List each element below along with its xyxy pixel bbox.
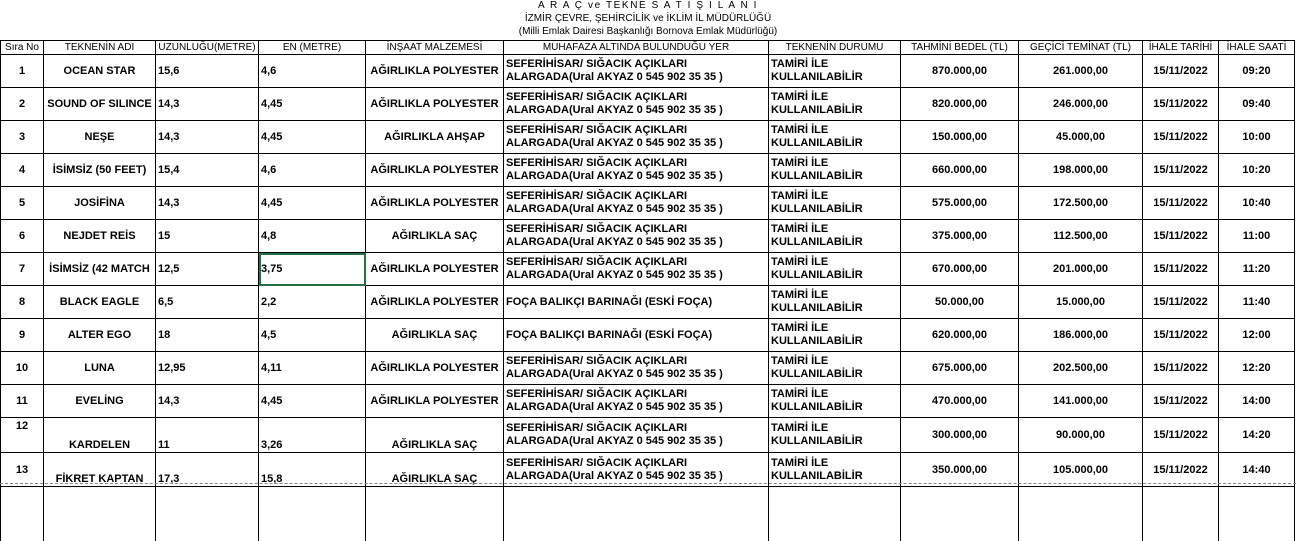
location-cell[interactable]: SEFERİHİSAR/ SIĞACIK AÇIKLARI ALARGADA(Ural AKYAZ 0 545 902 35 35 ) [504,121,769,154]
column-header[interactable]: UZUNLUĞU(METRE) [156,41,259,55]
row-number[interactable]: 1 [1,55,44,88]
width-cell[interactable]: 3,26 [259,418,366,453]
boat-name[interactable]: NEŞE [44,121,156,154]
empty-row [1,487,1295,541]
row-number[interactable]: 12 [1,418,44,453]
empty-cell[interactable] [156,487,259,541]
status-cell[interactable]: TAMİRİ İLE KULLANILABİLİR [769,55,901,88]
table-row [1,121,1295,154]
status-cell[interactable]: TAMİRİ İLE KULLANILABİLİR [769,154,901,187]
length-cell[interactable]: 14,3 [156,187,259,220]
location-cell[interactable]: FOÇA BALIKÇI BARINAĞI (ESKİ FOÇA) [504,319,769,352]
width-cell[interactable]: 4,8 [259,220,366,253]
price-cell[interactable]: 470.000,00 [901,385,1019,418]
length-cell[interactable]: 14,3 [156,121,259,154]
price-cell[interactable]: 660.000,00 [901,154,1019,187]
width-cell[interactable]: 4,45 [259,187,366,220]
deposit-cell[interactable]: 261.000,00 [1019,55,1143,88]
row-number[interactable]: 10 [1,352,44,385]
deposit-cell[interactable]: 186.000,00 [1019,319,1143,352]
empty-cell[interactable] [259,487,366,541]
time-cell[interactable]: 11:40 [1219,286,1295,319]
status-cell[interactable]: TAMİRİ İLE KULLANILABİLİR [769,286,901,319]
material-cell[interactable]: AĞIRLIKLA POLYESTER [366,55,504,88]
material-cell[interactable]: AĞIRLIKLA POLYESTER [366,187,504,220]
table-row [1,220,1295,253]
row-number[interactable]: 2 [1,88,44,121]
boat-name[interactable]: BLACK EAGLE [44,286,156,319]
status-cell[interactable]: TAMİRİ İLE KULLANILABİLİR [769,88,901,121]
price-cell[interactable]: 575.000,00 [901,187,1019,220]
material-cell[interactable]: AĞIRLIKLA SAÇ [366,220,504,253]
date-cell[interactable]: 15/11/2022 [1143,121,1219,154]
width-cell[interactable]: 4,45 [259,121,366,154]
column-header[interactable]: GEÇİCİ TEMİNAT (TL) [1019,41,1143,55]
empty-cell[interactable] [1019,487,1143,541]
date-cell[interactable]: 15/11/2022 [1143,55,1219,88]
deposit-cell[interactable]: 198.000,00 [1019,154,1143,187]
boat-name[interactable]: KARDELEN [44,418,156,453]
time-cell[interactable]: 09:20 [1219,55,1295,88]
length-cell[interactable]: 14,3 [156,385,259,418]
status-cell[interactable]: TAMİRİ İLE KULLANILABİLİR [769,253,901,286]
deposit-cell[interactable]: 15.000,00 [1019,286,1143,319]
row-number[interactable]: 5 [1,187,44,220]
boat-name[interactable]: İSİMSİZ (50 FEET) [44,154,156,187]
time-cell[interactable]: 11:20 [1219,253,1295,286]
price-cell[interactable]: 300.000,00 [901,418,1019,453]
deposit-cell[interactable]: 112.500,00 [1019,220,1143,253]
width-cell[interactable]: 15,8 [259,453,366,487]
boat-name[interactable]: LUNA [44,352,156,385]
date-cell[interactable]: 15/11/2022 [1143,88,1219,121]
width-cell[interactable]: 3,75 [259,253,366,286]
length-cell[interactable]: 15,4 [156,154,259,187]
price-cell[interactable]: 375.000,00 [901,220,1019,253]
location-cell[interactable]: SEFERİHİSAR/ SIĞACIK AÇIKLARI ALARGADA(Ural AKYAZ 0 545 902 35 35 ) [504,88,769,121]
row-number[interactable]: 13 [1,453,44,487]
length-cell[interactable]: 17,3 [156,453,259,487]
table-row [1,286,1295,319]
material-cell[interactable]: AĞIRLIKLA POLYESTER [366,286,504,319]
column-header[interactable]: MUHAFAZA ALTINDA BULUNDUĞU YER [504,41,769,55]
empty-cell[interactable] [366,487,504,541]
header-row [1,41,1295,55]
status-cell[interactable]: TAMİRİ İLE KULLANILABİLİR [769,121,901,154]
time-cell[interactable]: 10:40 [1219,187,1295,220]
length-cell[interactable]: 12,95 [156,352,259,385]
boat-name[interactable]: EVELİNG [44,385,156,418]
deposit-cell[interactable]: 45.000,00 [1019,121,1143,154]
length-cell[interactable]: 15,6 [156,55,259,88]
boat-sale-table [0,40,1295,541]
material-cell[interactable]: AĞIRLIKLA SAÇ [366,418,504,453]
column-header[interactable]: EN (METRE) [259,41,366,55]
title-line-3: (Milli Emlak Dairesi Başkanlığı Bornova Emlak Müdürlüğü) [0,26,1296,38]
date-cell[interactable]: 15/11/2022 [1143,286,1219,319]
length-cell[interactable]: 14,3 [156,88,259,121]
status-cell[interactable]: TAMİRİ İLE KULLANILABİLİR [769,187,901,220]
column-header[interactable]: Sıra No [1,41,44,55]
location-cell[interactable]: FOÇA BALIKÇI BARINAĞI (ESKİ FOÇA) [504,286,769,319]
empty-cell[interactable] [504,487,769,541]
time-cell[interactable]: 14:20 [1219,418,1295,453]
width-cell[interactable]: 4,45 [259,88,366,121]
price-cell[interactable]: 150.000,00 [901,121,1019,154]
price-cell[interactable]: 670.000,00 [901,253,1019,286]
row-number[interactable]: 3 [1,121,44,154]
row-number[interactable]: 8 [1,286,44,319]
table-row [1,319,1295,352]
date-cell[interactable]: 15/11/2022 [1143,453,1219,487]
column-header[interactable]: İHALE SAATİ [1219,41,1295,55]
width-cell[interactable]: 4,6 [259,154,366,187]
price-cell[interactable]: 675.000,00 [901,352,1019,385]
column-header[interactable]: TAHMİNİ BEDEL (TL) [901,41,1019,55]
column-header[interactable]: İHALE TARİHİ [1143,41,1219,55]
deposit-cell[interactable]: 90.000,00 [1019,418,1143,453]
boat-name[interactable]: OCEAN STAR [44,55,156,88]
price-cell[interactable]: 50.000,00 [901,286,1019,319]
empty-cell[interactable] [1,487,44,541]
row-number[interactable]: 4 [1,154,44,187]
date-cell[interactable]: 15/11/2022 [1143,154,1219,187]
price-cell[interactable]: 350.000,00 [901,453,1019,487]
time-cell[interactable]: 09:40 [1219,88,1295,121]
title-line-2: İZMİR ÇEVRE, ŞEHİRCİLİK ve İKLİM İL MÜDÜRLÜĞÜ [0,13,1296,25]
material-cell[interactable]: AĞIRLIKLA POLYESTER [366,352,504,385]
table-row [1,385,1295,418]
material-cell[interactable]: AĞIRLIKLA POLYESTER [366,385,504,418]
column-header[interactable]: TEKNENİN ADI [44,41,156,55]
material-cell[interactable]: AĞIRLIKLA AHŞAP [366,121,504,154]
length-cell[interactable]: 18 [156,319,259,352]
price-cell[interactable]: 620.000,00 [901,319,1019,352]
material-cell[interactable]: AĞIRLIKLA POLYESTER [366,88,504,121]
date-cell[interactable]: 15/11/2022 [1143,220,1219,253]
deposit-cell[interactable]: 201.000,00 [1019,253,1143,286]
time-cell[interactable]: 10:20 [1219,154,1295,187]
length-cell[interactable]: 12,5 [156,253,259,286]
date-cell[interactable]: 15/11/2022 [1143,418,1219,453]
empty-cell[interactable] [1143,487,1219,541]
table-row [1,352,1295,385]
row-number[interactable]: 7 [1,253,44,286]
width-cell[interactable]: 4,6 [259,55,366,88]
table-row [1,253,1295,286]
location-cell[interactable]: SEFERİHİSAR/ SIĞACIK AÇIKLARI ALARGADA(Ural AKYAZ 0 545 902 35 35 ) [504,352,769,385]
column-header[interactable]: İNŞAAT MALZEMESİ [366,41,504,55]
location-cell[interactable]: SEFERİHİSAR/ SIĞACIK AÇIKLARI ALARGADA(Ural AKYAZ 0 545 902 35 35 ) [504,385,769,418]
date-cell[interactable]: 15/11/2022 [1143,385,1219,418]
material-cell[interactable]: AĞIRLIKLA SAÇ [366,453,504,487]
time-cell[interactable]: 14:40 [1219,453,1295,487]
location-cell[interactable]: SEFERİHİSAR/ SIĞACIK AÇIKLARI ALARGADA(Ural AKYAZ 0 545 902 35 35 ) [504,453,769,487]
material-cell[interactable]: AĞIRLIKLA SAÇ [366,319,504,352]
status-cell[interactable]: TAMİRİ İLE KULLANILABİLİR [769,385,901,418]
empty-cell[interactable] [901,487,1019,541]
width-cell[interactable]: 4,45 [259,385,366,418]
table-body [1,55,1295,541]
date-cell[interactable]: 15/11/2022 [1143,187,1219,220]
location-cell[interactable]: SEFERİHİSAR/ SIĞACIK AÇIKLARI ALARGADA(Ural AKYAZ 0 545 902 35 35 ) [504,187,769,220]
column-header[interactable]: TEKNENİN DURUMU [769,41,901,55]
location-cell[interactable]: SEFERİHİSAR/ SIĞACIK AÇIKLARI ALARGADA(Ural AKYAZ 0 545 902 35 35 ) [504,55,769,88]
status-cell[interactable]: TAMİRİ İLE KULLANILABİLİR [769,352,901,385]
boat-name[interactable]: FİKRET KAPTAN [44,453,156,487]
time-cell[interactable]: 12:20 [1219,352,1295,385]
row-number[interactable]: 9 [1,319,44,352]
length-cell[interactable]: 11 [156,418,259,453]
time-cell[interactable]: 10:00 [1219,121,1295,154]
status-cell[interactable]: TAMİRİ İLE KULLANILABİLİR [769,319,901,352]
boat-name[interactable]: JOSİFİNA [44,187,156,220]
table-row [1,453,1295,487]
boat-name[interactable]: İSİMSİZ (42 MATCH [44,253,156,286]
status-cell[interactable]: TAMİRİ İLE KULLANILABİLİR [769,418,901,453]
page-break-line [0,483,1296,484]
title-line-1: A R A Ç ve TEKNE S A T I Ş İ L A N I [0,0,1296,12]
width-cell[interactable]: 4,5 [259,319,366,352]
boat-name[interactable]: ALTER EGO [44,319,156,352]
time-cell[interactable]: 11:00 [1219,220,1295,253]
width-cell[interactable]: 4,11 [259,352,366,385]
price-cell[interactable]: 870.000,00 [901,55,1019,88]
width-cell[interactable]: 2,2 [259,286,366,319]
location-cell[interactable]: SEFERİHİSAR/ SIĞACIK AÇIKLARI ALARGADA(Ural AKYAZ 0 545 902 35 35 ) [504,418,769,453]
location-cell[interactable]: SEFERİHİSAR/ SIĞACIK AÇIKLARI ALARGADA(Ural AKYAZ 0 545 902 35 35 ) [504,154,769,187]
material-cell[interactable]: AĞIRLIKLA POLYESTER [366,154,504,187]
location-cell[interactable]: SEFERİHİSAR/ SIĞACIK AÇIKLARI ALARGADA(Ural AKYAZ 0 545 902 35 35 ) [504,220,769,253]
boat-name[interactable]: SOUND OF SILINCE [44,88,156,121]
empty-cell[interactable] [769,487,901,541]
boat-name[interactable]: NEJDET REİS [44,220,156,253]
empty-cell[interactable] [44,487,156,541]
deposit-cell[interactable]: 246.000,00 [1019,88,1143,121]
material-cell[interactable]: AĞIRLIKLA POLYESTER [366,253,504,286]
table-row [1,154,1295,187]
length-cell[interactable]: 15 [156,220,259,253]
table-row [1,418,1295,453]
empty-cell[interactable] [1219,487,1295,541]
table-row [1,55,1295,88]
date-cell[interactable]: 15/11/2022 [1143,253,1219,286]
table-row [1,187,1295,220]
time-cell[interactable]: 14:00 [1219,385,1295,418]
table-row [1,88,1295,121]
date-cell[interactable]: 15/11/2022 [1143,319,1219,352]
status-cell[interactable]: TAMİRİ İLE KULLANILABİLİR [769,220,901,253]
length-cell[interactable]: 6,5 [156,286,259,319]
deposit-cell[interactable]: 105.000,00 [1019,453,1143,487]
row-number[interactable]: 11 [1,385,44,418]
row-number[interactable]: 6 [1,220,44,253]
time-cell[interactable]: 12:00 [1219,319,1295,352]
date-cell[interactable]: 15/11/2022 [1143,352,1219,385]
deposit-cell[interactable]: 172.500,00 [1019,187,1143,220]
location-cell[interactable]: SEFERİHİSAR/ SIĞACIK AÇIKLARI ALARGADA(Ural AKYAZ 0 545 902 35 35 ) [504,253,769,286]
deposit-cell[interactable]: 141.000,00 [1019,385,1143,418]
status-cell[interactable]: TAMİRİ İLE KULLANILABİLİR [769,453,901,487]
price-cell[interactable]: 820.000,00 [901,88,1019,121]
deposit-cell[interactable]: 202.500,00 [1019,352,1143,385]
